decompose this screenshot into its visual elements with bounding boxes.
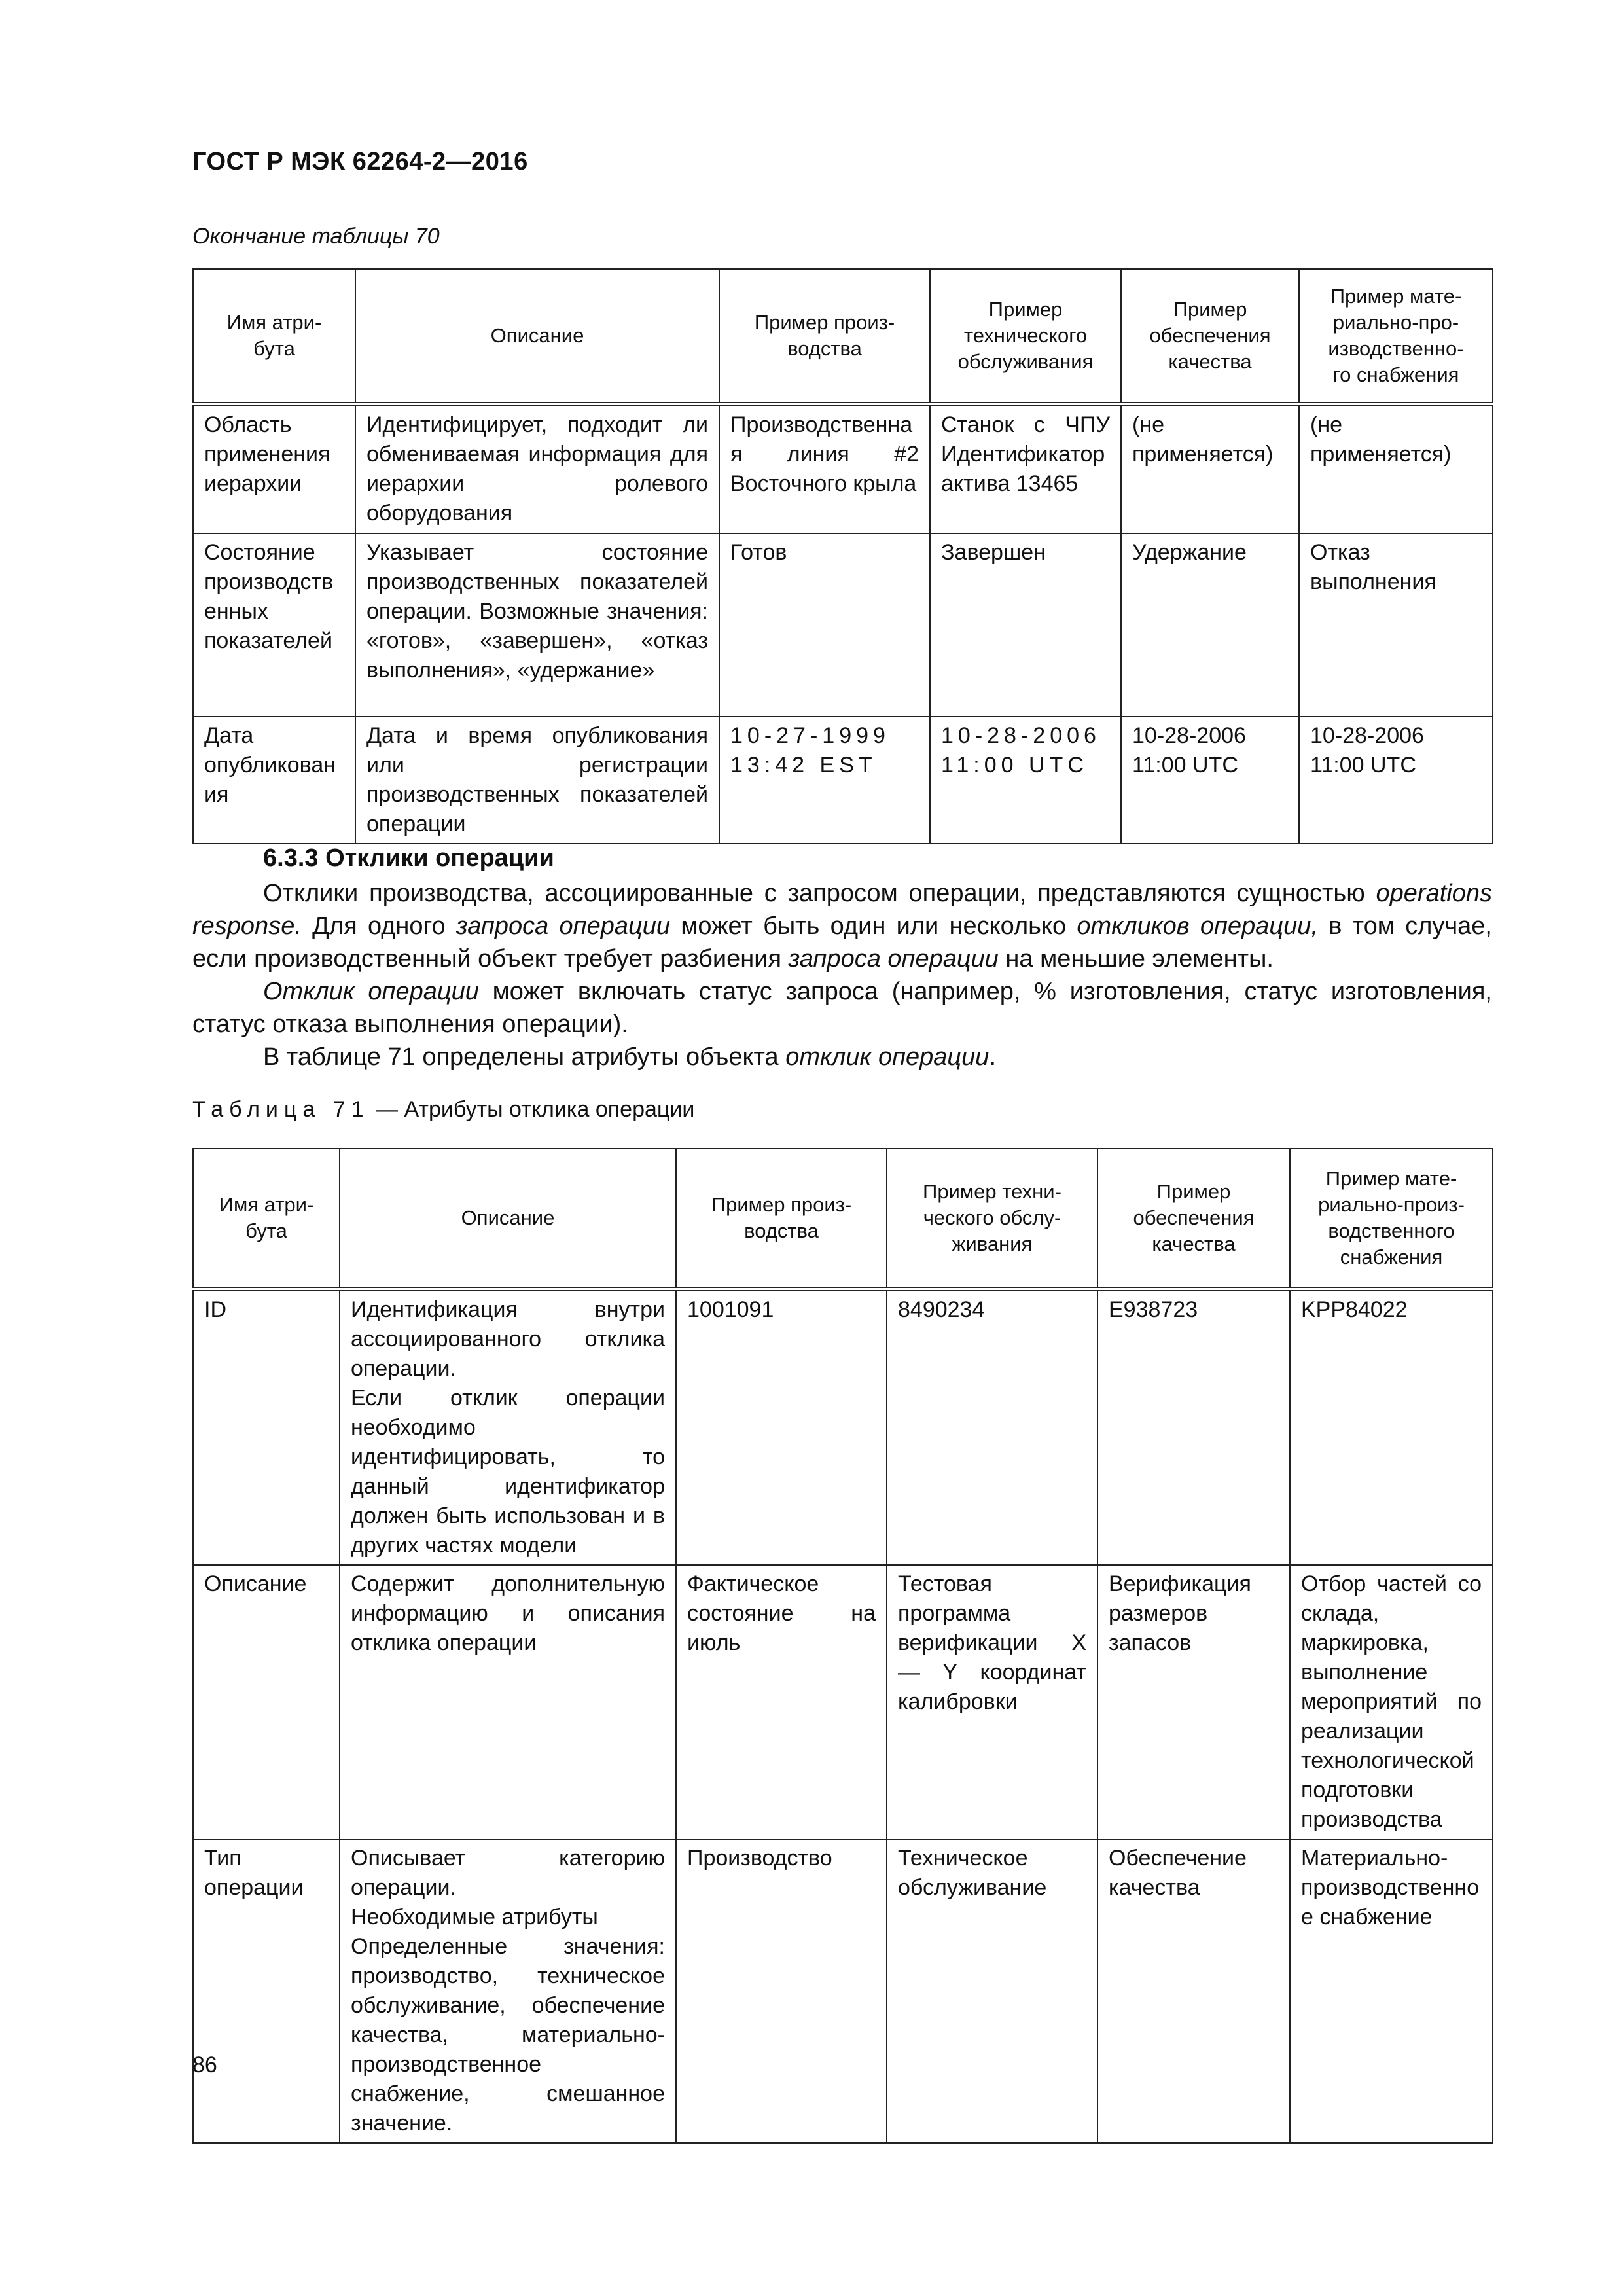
paragraph-3 <box>263 1041 1492 1073</box>
cell-inventory-example: Отказ выполнения <box>1299 533 1493 717</box>
header-inventory-example: Пример мате- риально-произ- водственного снабжения <box>1290 1149 1493 1289</box>
cell-production-example: 1001091 <box>676 1289 887 1565</box>
cell-quality-example: E938723 <box>1097 1289 1290 1565</box>
table-row <box>193 1839 1493 2143</box>
header-maintenance-example: Пример технического обслуживания <box>930 269 1121 404</box>
cell-production-example: Производственная линия #2 Восточного крыла <box>719 404 930 533</box>
text-span: может включать статус запроса (например, % изготовления, статус изготовления, статус отказа выполнения операции). <box>192 978 1492 1038</box>
table-row <box>193 1565 1493 1839</box>
cell-quality-example: 10-28-2006 11:00 UTC <box>1121 717 1299 844</box>
table-row <box>193 533 1493 717</box>
cell-quality-example: Удержание <box>1121 533 1299 717</box>
header-description: Описание <box>340 1149 676 1289</box>
cell-inventory-example: Отбор частей со склада, маркировка, выполнение мероприятий по реализации технологической подготовки производства <box>1290 1565 1493 1839</box>
table-row <box>193 717 1493 844</box>
cell-description: Дата и время опубликования или регистрации производственных показателей операции <box>355 717 719 844</box>
table-row <box>193 1289 1493 1565</box>
paragraph-1 <box>192 877 1492 975</box>
text-span: . <box>989 1043 996 1071</box>
cell-inventory-example: Материально-производственное снабжение <box>1290 1839 1493 2143</box>
header-description: Описание <box>355 269 719 404</box>
table-row <box>193 404 1493 533</box>
header-attribute-name: Имя атри- бута <box>193 1149 340 1289</box>
cell-attribute-name: ID <box>193 1289 340 1565</box>
cell-description: Идентифицирует, подходит ли обмениваемая информация для иерархии ролевого оборудования <box>355 404 719 533</box>
italic-term: operations response. <box>192 880 1492 940</box>
cell-maintenance-example: Завершен <box>930 533 1121 717</box>
table-70 <box>192 268 1493 844</box>
page-number: 86 <box>192 2053 217 2077</box>
cell-description: Идентификация внутри ассоциированного отклика операции. Если отклик операции необходимо идентифицировать, то данный идентификатор должен быть использован и в других частях модели <box>340 1289 676 1565</box>
cell-description: Содержит дополнительную информацию и описания отклика операции <box>340 1565 676 1839</box>
header-quality-example: Пример обеспечения качества <box>1121 269 1299 404</box>
table-header-row <box>193 269 1493 404</box>
cell-maintenance-example: 8490234 <box>887 1289 1097 1565</box>
cell-maintenance-example: Станок с ЧПУ Идентификатор актива 13465 <box>930 404 1121 533</box>
cell-maintenance-example: 10-28-2006 11:00 UTC <box>930 717 1121 844</box>
cell-production-example: Готов <box>719 533 930 717</box>
italic-term: откликов операции, <box>1077 912 1318 940</box>
italic-term: отклик операции <box>785 1043 990 1071</box>
header-maintenance-example: Пример техни- ческого обслу- живания <box>887 1149 1097 1289</box>
italic-term: запроса операции <box>788 945 999 973</box>
cell-production-example: Производство <box>676 1839 887 2143</box>
cell-attribute-name: Описание <box>193 1565 340 1839</box>
cell-maintenance-example: Техническое обслуживание <box>887 1839 1097 2143</box>
text-span: может быть один или несколько <box>669 912 1077 940</box>
text-span: в том случае, если производственный объект требует разбиения <box>192 912 1492 973</box>
text-span: В таблице 71 определены атрибуты объекта <box>263 1043 786 1071</box>
cell-description: Указывает состояние производственных показателей операции. Возможные значения: «готов», «завершен», «отказ выполнения», «удержание» <box>355 533 719 717</box>
cell-attribute-name: Тип операции <box>193 1839 340 2143</box>
table-70-caption: Окончание таблицы 70 <box>192 224 440 249</box>
text-span: Отклики производства, ассоциированные с запросом операции, представляются сущностью <box>263 880 1376 907</box>
italic-term: Отклик операции <box>263 978 479 1005</box>
header-production-example: Пример произ- водства <box>676 1149 887 1289</box>
cell-production-example: 10-27-1999 13:42 EST <box>719 717 930 844</box>
cell-attribute-name: Состояние производственных показателей <box>193 533 355 717</box>
header-production-example: Пример произ- водства <box>719 269 930 404</box>
table-71 <box>192 1148 1493 2144</box>
caption-label: Таблица 71 <box>192 1097 370 1122</box>
header-quality-example: Пример обеспечения качества <box>1097 1149 1290 1289</box>
paragraph-2 <box>192 975 1492 1041</box>
header-attribute-name: Имя атри- бута <box>193 269 355 404</box>
caption-title: — Атрибуты отклика операции <box>369 1097 695 1122</box>
cell-attribute-name: Область применения иерархии <box>193 404 355 533</box>
section-heading: 6.3.3 Отклики операции <box>263 844 554 872</box>
header-inventory-example: Пример мате- риально-про- изводственно- го снабжения <box>1299 269 1493 404</box>
italic-term: запроса операции <box>455 912 670 940</box>
table-71-caption <box>192 1097 694 1122</box>
cell-quality-example: (не применяется) <box>1121 404 1299 533</box>
cell-quality-example: Обеспечение качества <box>1097 1839 1290 2143</box>
cell-production-example: Фактическое состояние на июль <box>676 1565 887 1839</box>
cell-maintenance-example: Тестовая программа верификации X — Y координат калибровки <box>887 1565 1097 1839</box>
cell-attribute-name: Дата опубликования <box>193 717 355 844</box>
cell-inventory-example: KPP84022 <box>1290 1289 1493 1565</box>
text-span: Для одного <box>301 912 456 940</box>
cell-inventory-example: (не применяется) <box>1299 404 1493 533</box>
table-header-row <box>193 1149 1493 1289</box>
text-span: на меньшие элементы. <box>998 945 1274 973</box>
cell-description: Описывает категорию операции. Необходимые атрибуты Определенные значения: производство, техническое обслуживание, обеспечение качества, материально-производственное снабжение, смешанное значение. <box>340 1839 676 2143</box>
cell-inventory-example: 10-28-2006 11:00 UTC <box>1299 717 1493 844</box>
document-header: ГОСТ Р МЭК 62264-2—2016 <box>192 148 528 175</box>
cell-quality-example: Верификация размеров запасов <box>1097 1565 1290 1839</box>
